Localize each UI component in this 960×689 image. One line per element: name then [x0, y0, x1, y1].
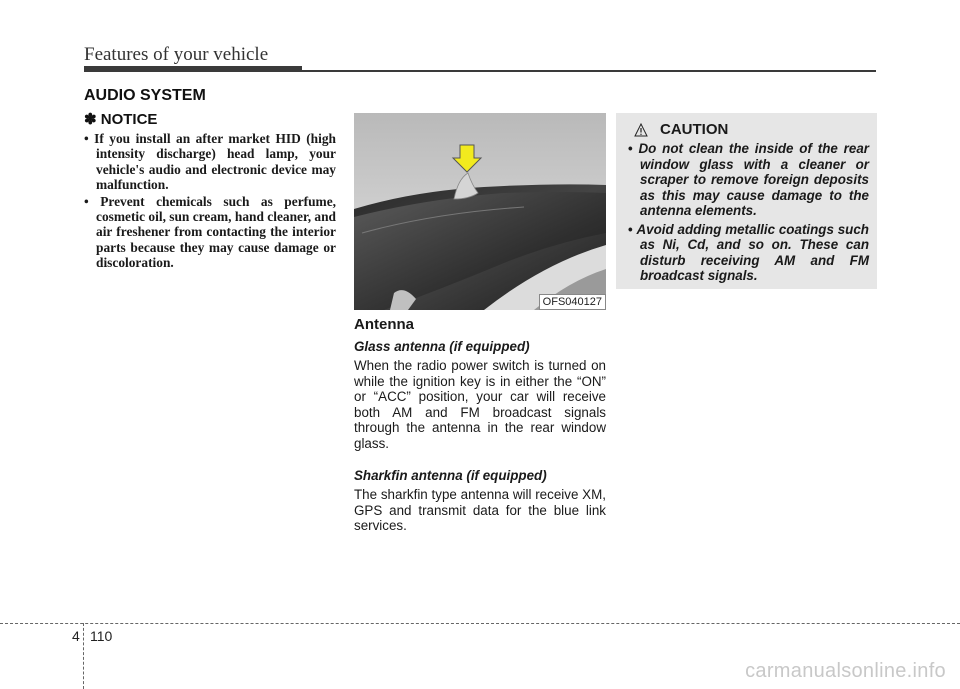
- antenna-section: [354, 316, 606, 534]
- antenna-figure: [354, 113, 606, 310]
- notice-item: • If you install an after market HID (high intensity discharge) head lamp, your vehicle's audio and electronic device may malfunction.: [84, 131, 336, 193]
- caution-item: • Avoid adding metallic coatings such as Ni, Cd, and so on. These can disturb receiving AM and FM broadcast signals.: [628, 222, 869, 284]
- notice-label: NOTICE: [100, 111, 158, 128]
- header-title: Features of your vehicle: [84, 44, 269, 65]
- car-roof-image: [354, 113, 606, 310]
- section-title: AUDIO SYSTEM: [84, 87, 206, 104]
- notice-item: • Prevent chemicals such as perfume, cosmetic oil, sun cream, hand cleaner, and air freshener from contacting the interior parts because they may cause damage or discoloration.: [84, 194, 336, 271]
- warning-triangle-icon: [634, 123, 648, 137]
- footer-divider: [83, 623, 84, 689]
- page-number: 110: [90, 628, 113, 644]
- footer-rule: [0, 623, 960, 624]
- header-rule: [84, 70, 876, 72]
- glass-antenna-heading: Glass antenna (if equipped): [354, 339, 530, 354]
- chapter-number: 4: [72, 628, 80, 644]
- caution-header: [634, 121, 869, 138]
- notice-symbol: ✽: [84, 111, 97, 128]
- sharkfin-antenna-heading: Sharkfin antenna (if equipped): [354, 468, 547, 483]
- glass-antenna-text: When the radio power switch is turned on while the ignition key is in either the “ON” or “ACC” position, your car will receive both AM and FM broadcast signals through the antenna in the rear window glass.: [354, 358, 606, 451]
- notice-block: [84, 110, 336, 272]
- notice-list: [84, 131, 336, 271]
- caution-item: • Do not clean the inside of the rear window glass with a cleaner or scraper to remove foreign deposits as this may cause damage to the antenna elements.: [628, 141, 869, 219]
- sharkfin-antenna-text: The sharkfin type antenna will receive XM, GPS and transmit data for the blue link services.: [354, 487, 606, 533]
- notice-heading: [84, 110, 336, 128]
- antenna-heading: Antenna: [354, 316, 414, 333]
- caution-list: [628, 141, 869, 284]
- figure-code: OFS040127: [539, 294, 606, 310]
- caution-box: [616, 113, 877, 289]
- caution-title: CAUTION: [660, 121, 729, 138]
- watermark[interactable]: carmanualsonline.info: [745, 660, 946, 682]
